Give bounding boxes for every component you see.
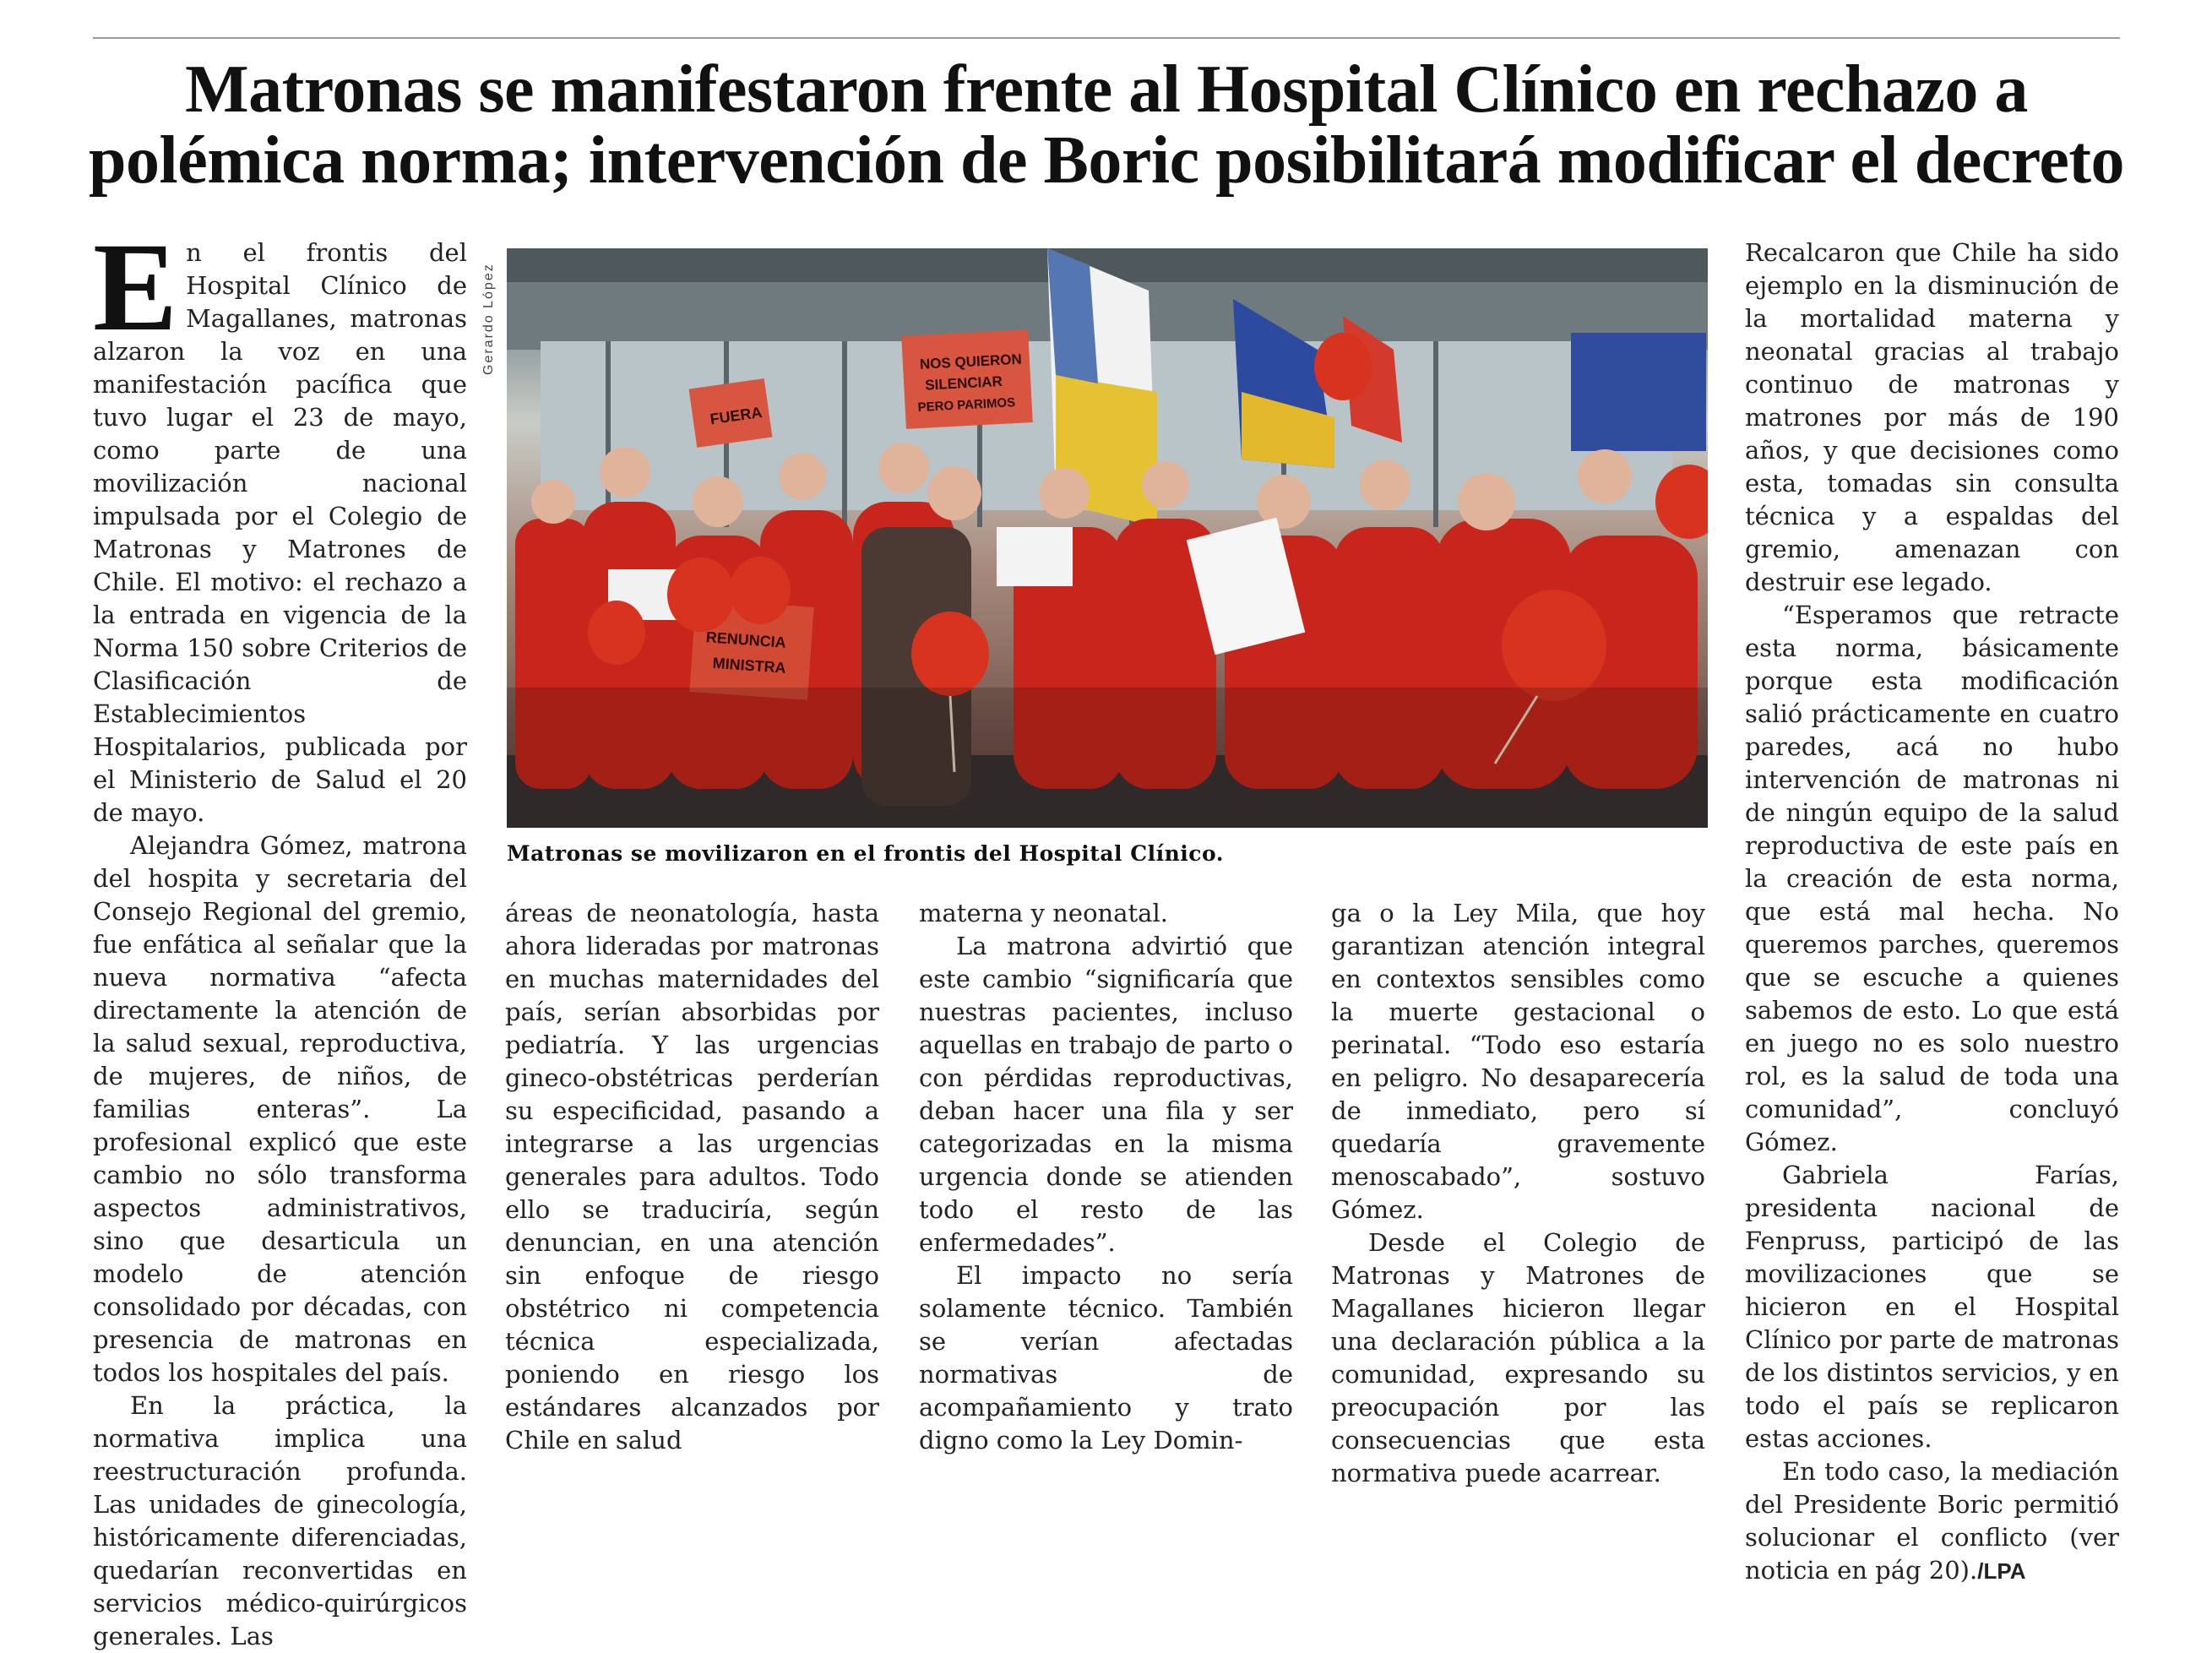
paragraph-text: n el frontis del Hospital Clínico de Magallanes, matronas alzaron la voz en una manifestación pacífica que tuvo lugar el 23 de mayo, como parte de una movilización nacional impulsada por el Colegio de Matronas y Matrones de Chile. El motivo: el rechazo a la entrada en vigencia de la Norma 150 sobre Criterios de Clasificación de Establecimientos Hospitalarios, publicada por el Ministerio de Salud el 20 de mayo. [93, 238, 467, 827]
paragraph: Gabriela Farías, presidenta nacional de Fenpruss, participó de las movilizaciones que se hicieron en el Hospital Clínico por parte de matronas de los distintos servicios, y en todo el país se replicaron estas acciones. [1745, 1161, 2119, 1453]
svg-text:PERO PARIMOS: PERO PARIMOS [917, 395, 1016, 416]
paragraph: materna y neonatal. [919, 899, 1168, 927]
photo-caption: Matronas se movilizaron en el frontis del Hospital Clínico. [507, 841, 1224, 866]
article-column-2 [505, 897, 879, 1457]
headline-line-1: Matronas se manifestaron frente al Hospital Clínico en rechazo a [185, 52, 2028, 127]
svg-text:NOS QUIERON: NOS QUIERON [919, 351, 1023, 372]
svg-text:SILENCIAR: SILENCIAR [924, 372, 1003, 394]
svg-text:MINISTRA: MINISTRA [712, 654, 787, 677]
drop-cap: E [93, 217, 178, 357]
svg-text:FUERA: FUERA [709, 403, 764, 428]
paragraph: Recalcaron que Chile ha sido ejemplo en la disminución de la mortalidad materna y neonatal gracias al trabajo continuo de matronas y matrones por más de 190 años, y que decisiones como esta, tomadas sin consulta técnica y a espaldas del gremio, amenazan con destruir ese legado. [1745, 238, 2119, 596]
article-column-1 [93, 217, 467, 1653]
paragraph: Alejandra Gómez, matrona del hospita y secretaria del Consejo Regional del gremio, fue enfática al señalar que la nueva normativa “afecta directamente la atención de la salud sexual, reproductiva, de mujeres, de niños, de familias enteras”. La profesional explicó que este cambio no sólo transforma aspectos administrativos, sino que desarticula un modelo de atención consolidado por décadas, con presencia de matronas en todos los hospitales del país. [93, 831, 467, 1387]
author-signature: /LPA [1977, 1558, 2026, 1584]
paragraph: ga o la Ley Mila, que hoy garantizan atención integral en contextos sensibles como la muerte gestacional o perinatal. “Todo eso estaría en peligro. No desaparecería de inmediato, pero sí quedaría gravemente menoscabado”, sostuvo Gómez. [1331, 899, 1705, 1224]
paragraph-text: En todo caso, la mediación del Presidente Boric permitió solucionar el conflicto (ver noticia en pág 20). [1745, 1457, 2119, 1585]
paragraph: El impacto no sería solamente técnico. También se verían afectadas normativas de acompañamiento y trato digno como la Ley Domin- [919, 1261, 1293, 1455]
article-column-3 [919, 897, 1293, 1457]
news-photo [507, 248, 1708, 828]
article-column-4 [1331, 897, 1705, 1490]
article-column-5 [1745, 237, 2119, 1588]
headline [68, 54, 2145, 196]
paragraph: En la práctica, la normativa implica una reestructuración profunda. Las unidades de ginecología, históricamente diferenciadas, quedarían reconvertidas en servicios médico-quirúrgicos generales. Las [93, 1391, 467, 1650]
paragraph: áreas de neonatología, hasta ahora lideradas por matronas en muchas maternidades del país, serían absorbidas por pediatría. Y las urgencias gineco-obstétricas perderían su especificidad, pasando a integrarse a las urgencias generales para adultos. Todo ello se traduciría, según denuncian, en una atención sin enfoque de riesgo obstétrico ni competencia técnica especializada, poniendo en riesgo los estándares alcanzados por Chile en salud [505, 899, 879, 1455]
headline-line-2: polémica norma; intervención de Boric posibilitará modificar el decreto [88, 123, 2124, 198]
top-rule [93, 37, 2120, 39]
paragraph [93, 217, 467, 829]
paragraph [1745, 1455, 2119, 1588]
paragraph: “Esperamos que retracte esta norma, básicamente porque esta modificación salió prácticamente en cuatro paredes, acá no hubo intervención de matronas ni de ningún equipo de la salud reproductiva de este país en la creación de esta norma, que está mal hecha. No queremos parches, queremos que se escuche a quienes sabemos de esto. Lo que está en juego no es solo nuestro rol, es la salud de toda una comunidad”, concluyó Gómez. [1745, 601, 2119, 1156]
paragraph: La matrona advirtió que este cambio “significaría que nuestras pacientes, incluso aquellas en trabajo de parto o con pérdidas reproductivas, deban hacer una fila y ser categorizadas en la misma urgencia donde se atienden todo el resto de las enfermedades”. [919, 932, 1293, 1257]
protest-photo-illustration [507, 248, 1708, 828]
photo-credit: Gerardo López [481, 263, 496, 375]
paragraph: Desde el Colegio de Matronas y Matrones de Magallanes hicieron llegar una declaración pública a la comunidad, expresando su preocupación por las consecuencias que esta normativa puede acarrear. [1331, 1228, 1705, 1487]
svg-text:RENUNCIA: RENUNCIA [705, 628, 787, 651]
